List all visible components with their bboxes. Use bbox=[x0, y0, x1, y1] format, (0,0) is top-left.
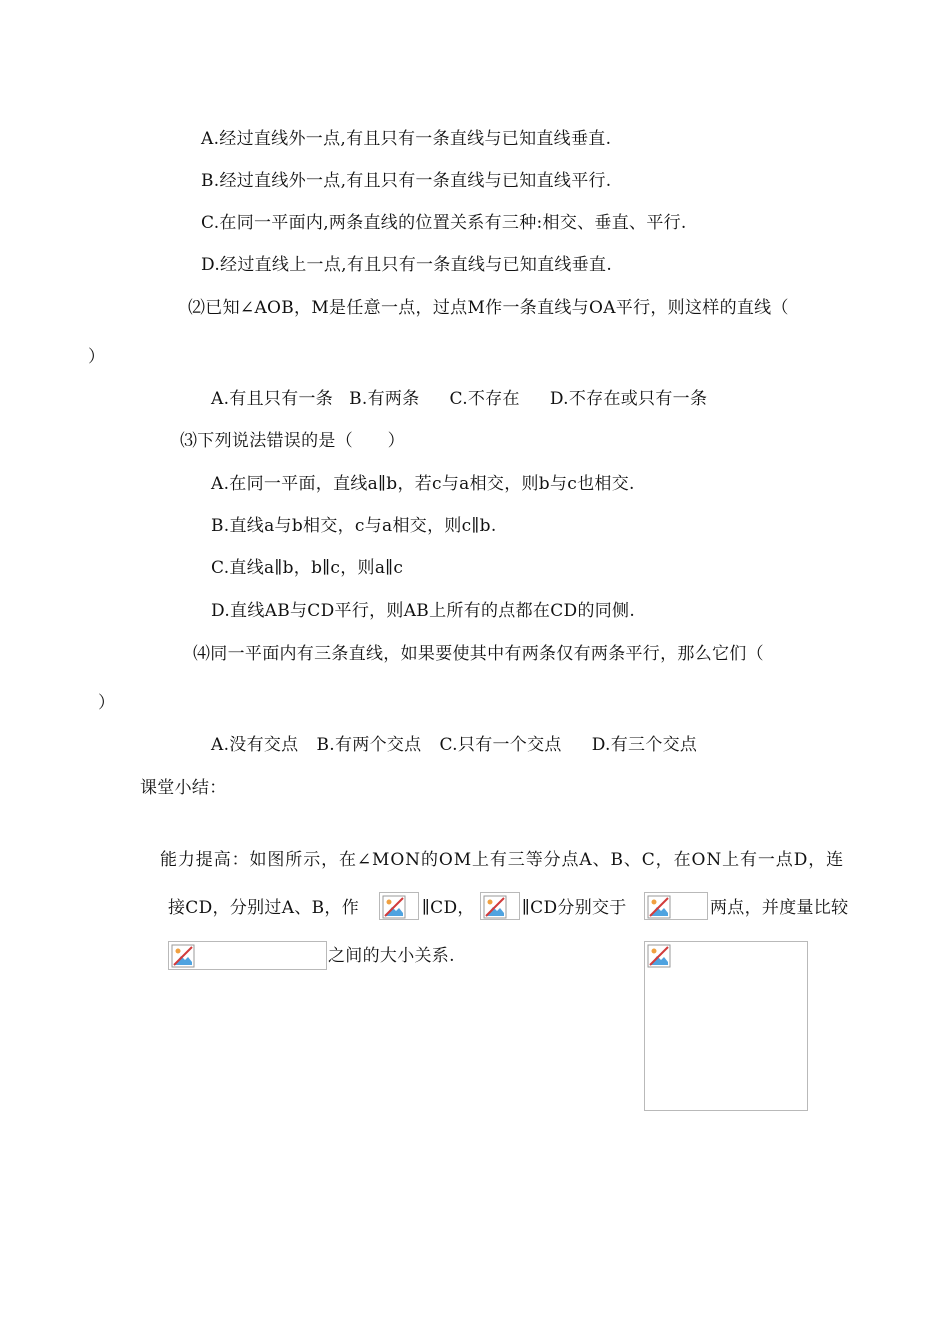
q4-option-b: B.有两个交点 bbox=[316, 735, 422, 755]
q1-option-b: B.经过直线外一点,有且只有一条直线与已知直线平行. bbox=[201, 171, 612, 191]
formula-image-1 bbox=[379, 892, 419, 920]
q3-stem: ⑶下列说法错误的是（ ） bbox=[180, 431, 405, 451]
formula-image-3 bbox=[644, 892, 708, 920]
figure-image bbox=[644, 941, 808, 1111]
improve-line-2b: ∥CD， bbox=[422, 898, 475, 918]
broken-image-icon bbox=[483, 895, 507, 919]
formula-image-4 bbox=[168, 941, 327, 970]
broken-image-icon bbox=[647, 944, 671, 968]
q3-option-b: B.直线a与b相交，c与a相交，则c∥b. bbox=[211, 516, 497, 536]
q1-option-a: A.经过直线外一点,有且只有一条直线与已知直线垂直. bbox=[201, 129, 612, 149]
summary-label: 课堂小结： bbox=[140, 778, 227, 798]
q3-option-a: A.在同一平面，直线a∥b，若c与a相交，则b与c也相交. bbox=[211, 474, 635, 494]
q2-option-c: C.不存在 bbox=[449, 389, 520, 409]
q2-option-d: D.不存在或只有一条 bbox=[549, 389, 708, 409]
improve-line-1: 能力提高：如图所示，在∠MON的OM上有三等分点A、B、C，在ON上有一点D，连 bbox=[160, 850, 845, 870]
q4-options bbox=[211, 734, 697, 756]
q4-stem-end: ） bbox=[98, 693, 116, 713]
q4-stem: ⑷同一平面内有三条直线，如果要使其中有两条仅有两条平行，那么它们（ bbox=[193, 644, 764, 664]
q4-option-a: A.没有交点 bbox=[211, 735, 299, 755]
broken-image-icon bbox=[382, 895, 406, 919]
q3-option-c: C.直线a∥b，b∥c，则a∥c bbox=[211, 558, 404, 578]
q2-options bbox=[211, 388, 707, 410]
q2-option-a: A.有且只有一条 bbox=[211, 389, 334, 409]
q1-option-c: C.在同一平面内,两条直线的位置关系有三种:相交、垂直、平行. bbox=[201, 213, 687, 233]
q4-option-c: C.只有一个交点 bbox=[439, 735, 562, 755]
improve-line-2a: 接CD，分别过A、B，作 bbox=[168, 898, 360, 918]
q3-option-d: D.直线AB与CD平行，则AB上所有的点都在CD的同侧. bbox=[211, 601, 636, 621]
improve-line-3: 之间的大小关系. bbox=[328, 946, 455, 966]
improve-line-2d: 两点，并度量比较 bbox=[710, 898, 849, 918]
improve-line-2c: ∥CD分别交于 bbox=[522, 898, 627, 918]
q4-option-d: D.有三个交点 bbox=[591, 735, 698, 755]
formula-image-2 bbox=[480, 892, 520, 920]
broken-image-icon bbox=[647, 895, 671, 919]
q2-option-b: B.有两条 bbox=[349, 389, 420, 409]
q2-stem: ⑵已知∠AOB，M是任意一点，过点M作一条直线与OA平行，则这样的直线（ bbox=[188, 298, 789, 318]
q2-stem-end: ） bbox=[88, 347, 106, 367]
broken-image-icon bbox=[171, 944, 195, 968]
q1-option-d: D.经过直线上一点,有且只有一条直线与已知直线垂直. bbox=[201, 255, 613, 275]
